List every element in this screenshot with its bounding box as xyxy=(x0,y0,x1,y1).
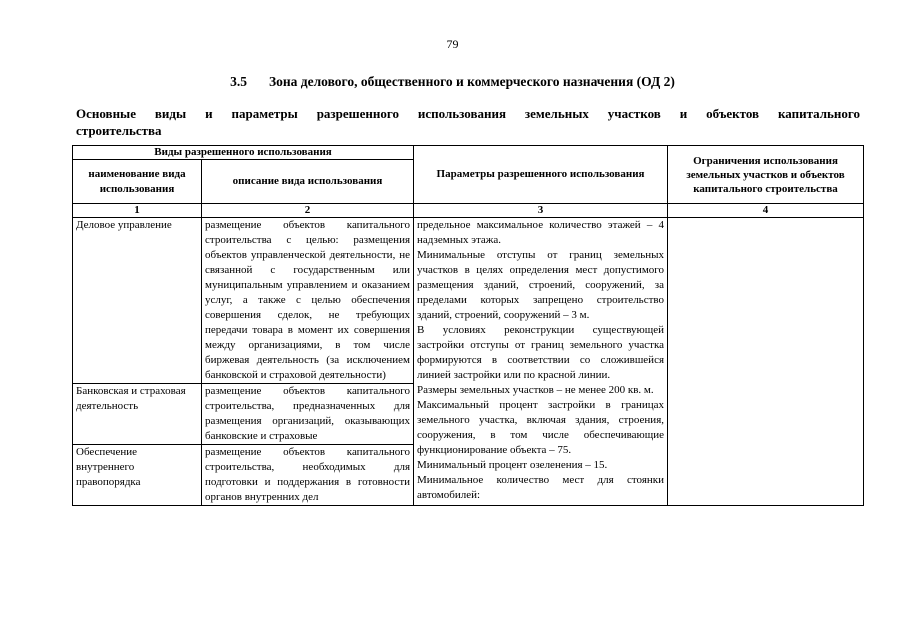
use-description-text: размещение объектов капитального строительства, необходимых для подготовки и поддержания в готовности органов внутренних дел xyxy=(205,446,411,503)
column-number-1: 1 xyxy=(73,204,202,218)
parameter-item: Минимальное количество мест для стоянки автомобилей: xyxy=(417,474,665,501)
header-row-group xyxy=(73,146,864,160)
table-row xyxy=(73,218,864,384)
column-number-3: 3 xyxy=(414,204,668,218)
restrictions-cell xyxy=(668,218,864,506)
use-name: Обеспечение внутреннего правопорядка xyxy=(73,445,202,506)
permitted-use-table xyxy=(72,145,864,506)
section-title xyxy=(0,74,905,90)
table-caption-line2: строительства xyxy=(76,123,162,138)
parameters-cell xyxy=(414,218,668,506)
use-description: размещение объектов капитального строительства, предназначенных для размещения организаций, оказывающих банковские и страховые xyxy=(202,384,414,445)
parameter-item: предельное максимальное количество этажей – 4 надземных этажа. xyxy=(417,219,665,246)
use-name: Деловое управление xyxy=(73,218,202,384)
parameter-item: Минимальный процент озеленения – 15. xyxy=(417,459,608,471)
header-group-uses: Виды разрешенного использования xyxy=(73,146,414,160)
parameter-item: Максимальный процент застройки в границах земельного участка, включая здания, строения, сооружения, в том числе обеспечивающие функционирование объекта – 75. xyxy=(417,399,665,456)
column-number-4: 4 xyxy=(668,204,864,218)
table-caption-line1: Основные виды и параметры разрешенного использования земельных участков и объектов капитального xyxy=(76,106,860,121)
section-title-text: Зона делового, общественного и коммерческого назначения (ОД 2) xyxy=(269,74,675,89)
header-parameters: Параметры разрешенного использования xyxy=(414,146,668,204)
header-use-name: наименование вида использования xyxy=(73,160,202,204)
header-restrictions: Ограничения использования земельных участков и объектов капитального строительства xyxy=(668,146,864,204)
header-use-description: описание вида использования xyxy=(202,160,414,204)
column-number-row xyxy=(73,204,864,218)
use-description: размещение объектов капитального строительства с целью: размещения объектов управленческой деятельности, не связанной с государственным или муниципальным управлением и оказанием услуг, а также с целью обеспечения совершения сделок, не требующих передачи товара в момент их совершения между организациями, в том числе биржевая деятельность (за исключением банковской и страховой деятельности) xyxy=(202,218,414,384)
column-number-2: 2 xyxy=(202,204,414,218)
parameter-item: Размеры земельных участков – не менее 200 кв. м. xyxy=(417,384,654,396)
use-name: Банковская и страховая деятельность xyxy=(73,384,202,445)
section-number: 3.5 xyxy=(230,74,247,89)
page-number: 79 xyxy=(446,37,459,51)
use-description xyxy=(202,445,414,506)
parameter-item: В условиях реконструкции существующей застройки отступы от границ земельного участка формируются в соответствии со сложившейся линией застройки или по красной линии. xyxy=(417,324,665,381)
parameter-item: Минимальные отступы от границ земельных участков в целях определения мест допустимого размещения зданий, строений, сооружений, за пределами которых запрещено строительство зданий, строений, сооружений – 3 м. xyxy=(417,249,665,321)
